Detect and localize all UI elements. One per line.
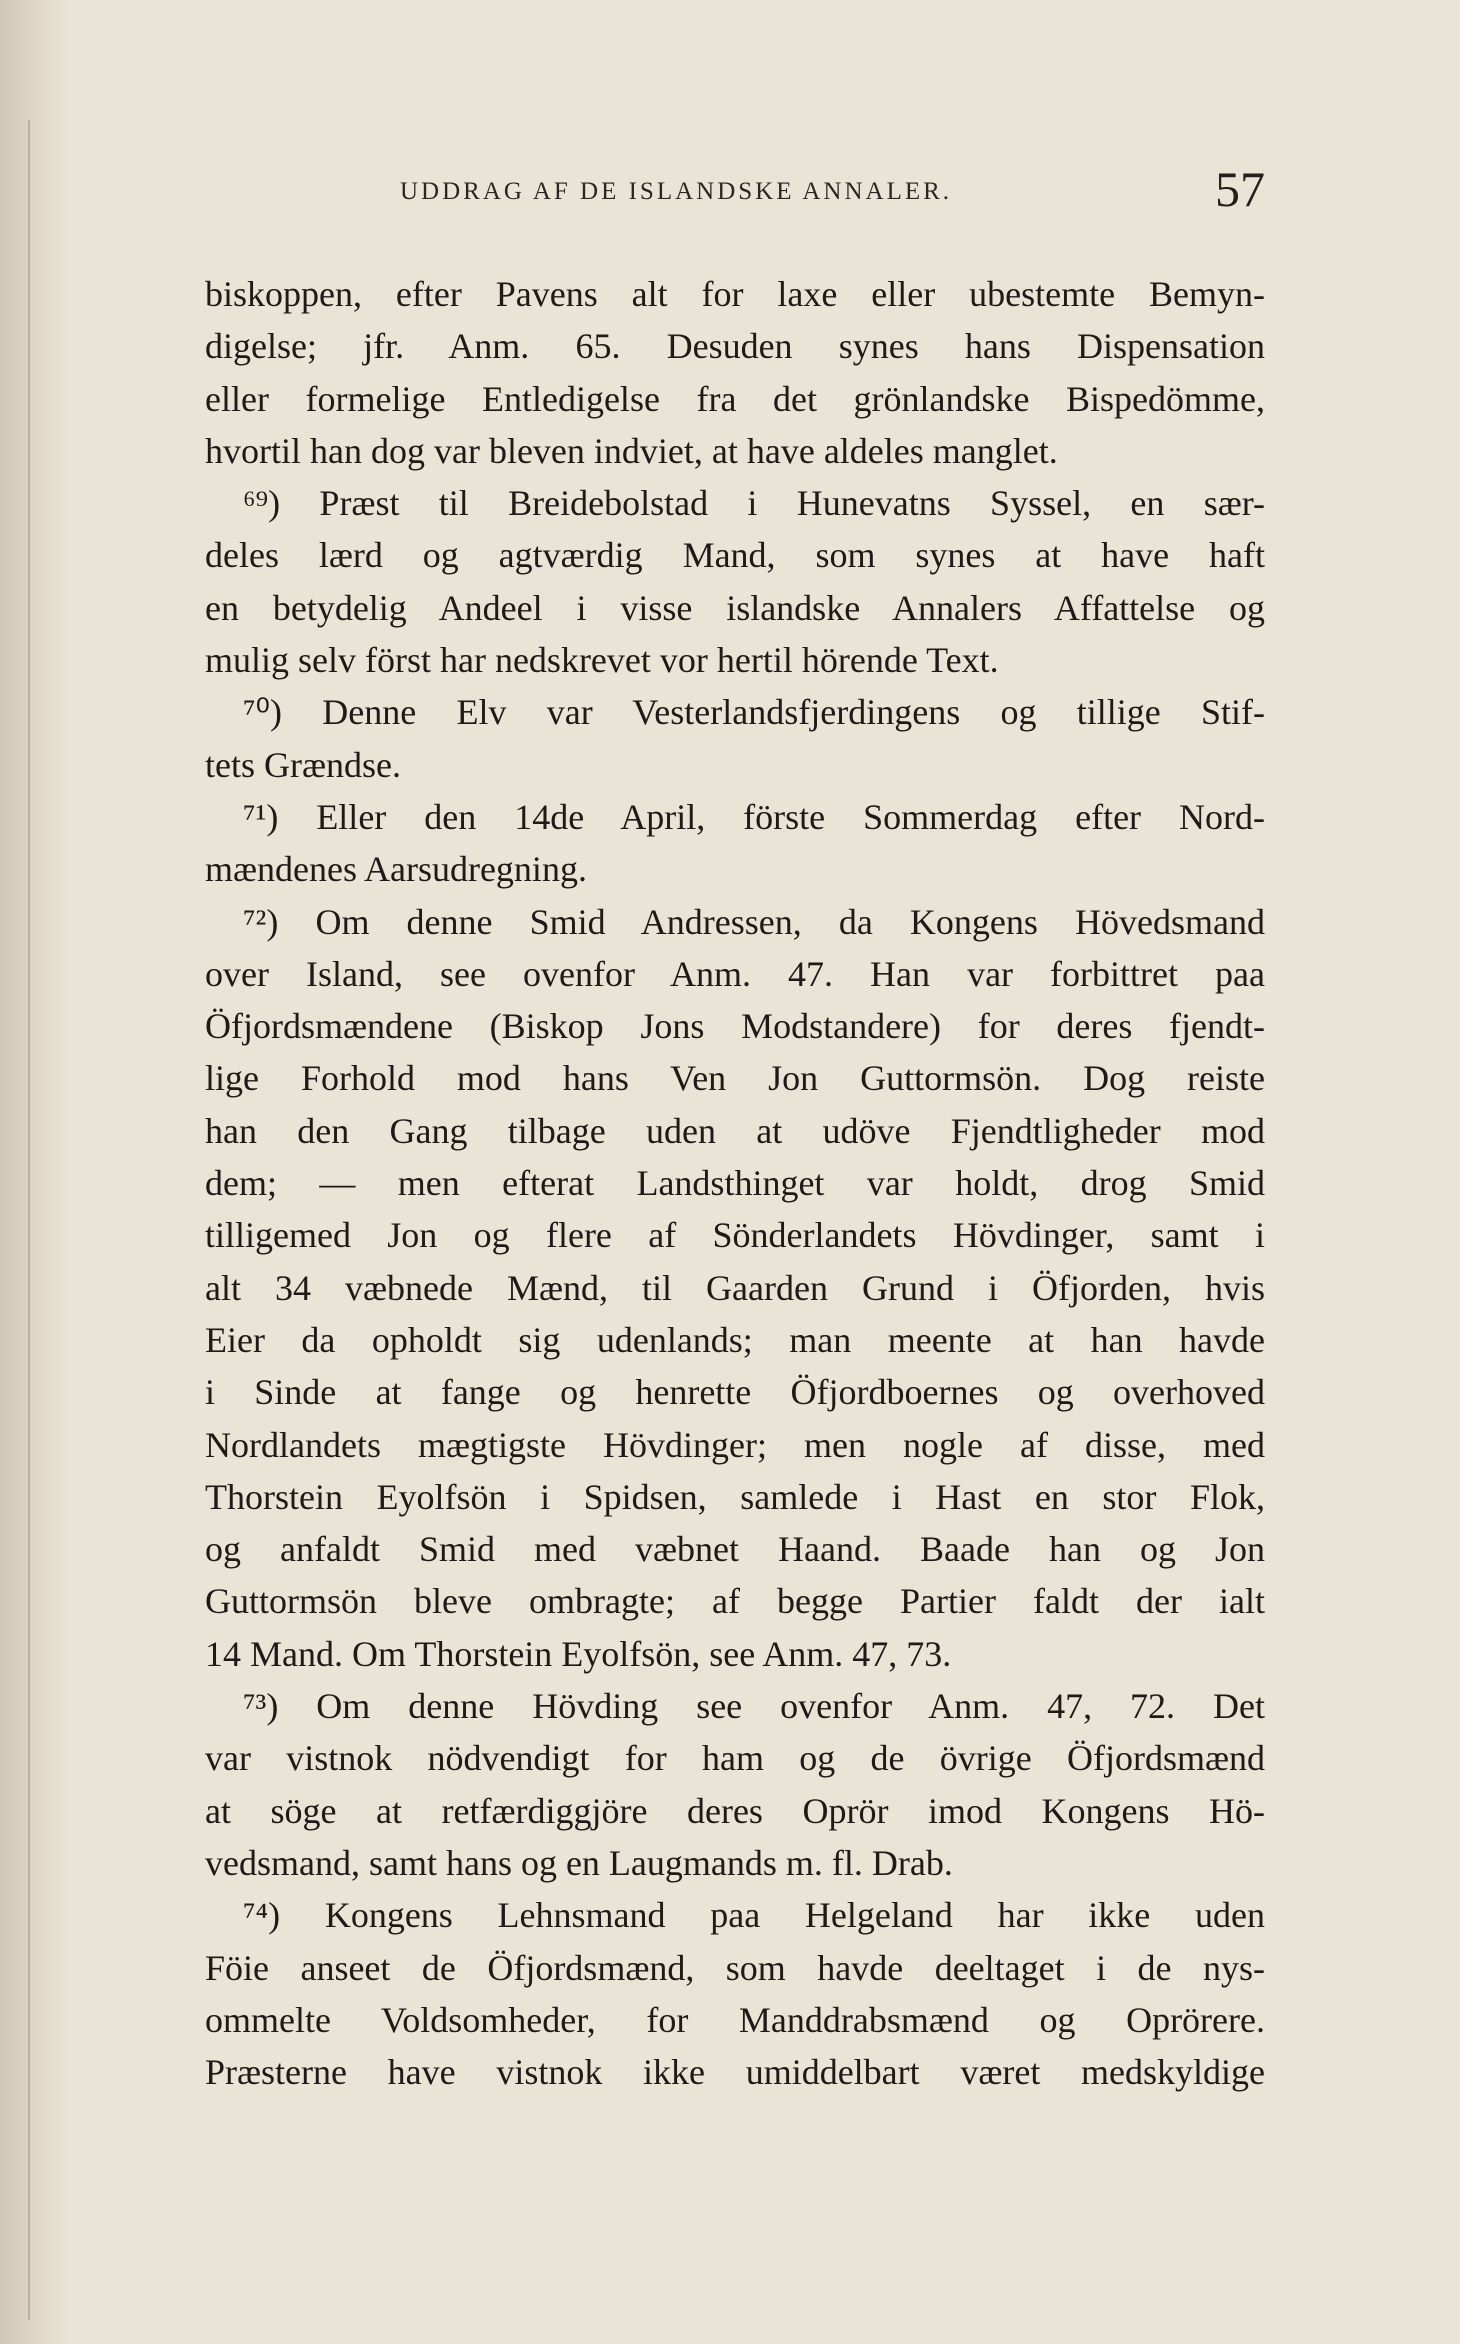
- text-line: Thorstein Eyolfsön i Spidsen, samlede i Hast en stor Flok,: [205, 1476, 1265, 1517]
- text-line: Eier da opholdt sig udenlands; man meente at han havde: [205, 1319, 1265, 1360]
- text-line: og anfaldt Smid med væbnet Haand. Baade han og Jon: [205, 1529, 1265, 1570]
- text-line: mændenes Aarsudregning.: [205, 849, 587, 890]
- page-gutter: [0, 0, 70, 2344]
- text-line: ⁷²) Om denne Smid Andressen, da Kongens Hövedsmand: [243, 901, 1265, 942]
- text-line: Guttormsön bleve ombragte; af begge Partier faldt der ialt: [205, 1581, 1265, 1622]
- text-line: hvortil han dog var bleven indviet, at have aldeles manglet.: [205, 430, 1058, 471]
- text-line: lige Forhold mod hans Ven Jon Guttormsön. Dog reiste: [205, 1058, 1265, 1099]
- text-line: alt 34 væbnede Mænd, til Gaarden Grund i Öfjorden, hvis: [205, 1267, 1265, 1308]
- text-line: i Sinde at fange og henrette Öfjordboernes og overhoved: [205, 1372, 1265, 1413]
- text-line: tets Grændse.: [205, 744, 401, 785]
- text-line: ommelte Voldsomheder, for Manddrabsmænd og Oprörere.: [205, 1999, 1265, 2040]
- page-number: 57: [1215, 161, 1265, 217]
- text-line: mulig selv först har nedskrevet vor hertil hörende Text.: [205, 640, 999, 681]
- text-line: ⁶⁹) Præst til Breidebolstad i Hunevatns Syssel, en sær-: [243, 483, 1265, 524]
- gutter-line: [28, 120, 30, 2320]
- text-line: 14 Mand. Om Thorstein Eyolfsön, see Anm. 47, 73.: [205, 1633, 952, 1674]
- text-line: ⁷⁰) Denne Elv var Vesterlandsfjerdingens og tillige Stif-: [243, 692, 1265, 733]
- text-line: han den Gang tilbage uden at udöve Fjendtligheder mod: [205, 1110, 1265, 1151]
- text-line: over Island, see ovenfor Anm. 47. Han var forbittret paa: [205, 953, 1265, 994]
- text-line: var vistnok nödvendigt for ham og de övrige Öfjordsmænd: [205, 1738, 1265, 1779]
- text-line: tilligemed Jon og flere af Sönderlandets Hövdinger, samt i: [205, 1215, 1265, 1256]
- text-line: en betydelig Andeel i visse islandske Annalers Affattelse og: [205, 587, 1265, 628]
- text-line: Præsterne have vistnok ikke umiddelbart været medskyldige: [205, 2052, 1265, 2093]
- page-header: [205, 160, 1265, 230]
- body-text: [205, 268, 1265, 2098]
- text-line: vedsmand, samt hans og en Laugmands m. fl. Drab.: [205, 1842, 953, 1883]
- text-line: Föie anseet de Öfjordsmænd, som havde deeltaget i de nys-: [205, 1947, 1265, 1988]
- text-line: Nordlandets mægtigste Hövdinger; men nogle af disse, med: [205, 1424, 1265, 1465]
- text-line: ⁷⁴) Kongens Lehnsmand paa Helgeland har ikke uden: [243, 1895, 1265, 1936]
- text-line: at söge at retfærdiggjöre deres Oprör imod Kongens Hö-: [205, 1790, 1265, 1831]
- text-line: biskoppen, efter Pavens alt for laxe eller ubestemte Bemyn-: [205, 274, 1265, 314]
- text-line: ⁷³) Om denne Hövding see ovenfor Anm. 47, 72. Det: [243, 1686, 1265, 1727]
- text-line: digelse; jfr. Anm. 65. Desuden synes hans Dispensation: [205, 326, 1265, 367]
- text-line: Öfjordsmændene (Biskop Jons Modstandere) for deres fjendt-: [205, 1006, 1265, 1047]
- text-line: eller formelige Entledigelse fra det grönlandske Bispedömme,: [205, 378, 1265, 419]
- running-title: UDDRAG AF DE ISLANDSKE ANNALER.: [400, 178, 953, 205]
- text-line: ⁷¹) Eller den 14de April, förste Sommerdag efter Nord-: [243, 796, 1265, 837]
- text-line: deles lærd og agtværdig Mand, som synes at have haft: [205, 535, 1265, 576]
- text-line: dem; — men efterat Landsthinget var holdt, drog Smid: [205, 1163, 1265, 1204]
